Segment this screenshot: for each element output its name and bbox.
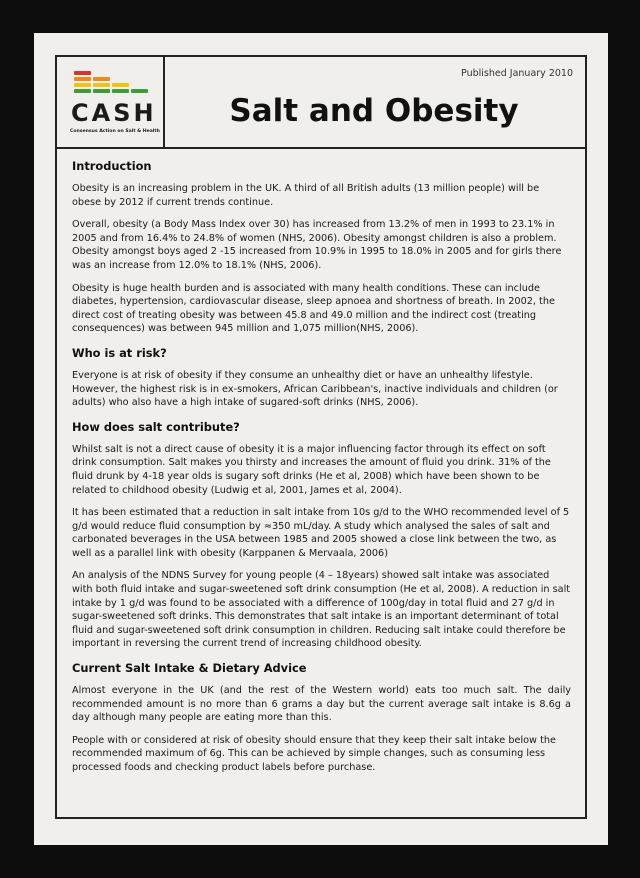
page-title: Salt and Obesity [229, 93, 519, 129]
paragraph: People with or considered at risk of obesity should ensure that they keep their salt intake below the recommended maximum of 6g. This can be achieved by simple changes, such as consuming less processed foods and checking product labels before purchase. [72, 734, 556, 773]
paragraph: Obesity is an increasing problem in the UK. A third of all British adults (13 million people) will be obese by 2012 if current trends continue. [72, 183, 540, 208]
logo-bar-green-3 [112, 89, 129, 93]
logo-bar-green-2 [93, 89, 110, 93]
logo-bar-red [74, 71, 91, 75]
paragraph: Everyone is at risk of obesity if they consume an unhealthy diet or have an unhealthy lifestyle. However, the highest risk is in ex-smokers, African Caribbean's, inactive individuals and children (or adults) who also have a high intake of sugared-soft drinks (NHS, 2006). [72, 369, 558, 409]
section-heading-current-salt-intake: Current Salt Intake & Dietary Advice [72, 661, 307, 676]
section-heading-how-does-salt-contribute: How does salt contribute? [72, 419, 240, 434]
logo-bar-yellow-3 [112, 83, 129, 87]
section-heading-who-is-at-risk: Who is at risk? [72, 345, 167, 360]
document-body [72, 159, 571, 784]
logo-bar-yellow-2 [93, 83, 110, 87]
logo-wordmark: CASH [71, 99, 157, 127]
paragraph: Overall, obesity (a Body Mass Index over 30) has increased from 13.2% of men in 1993 to 23.1% in 2005 and from 16.4% to 24.8% of women (NHS, 2006). Obesity amongst children is also a problem. Obesity amongst boys aged 2 -15 increased from 10.9% in 1995 to 18.0% in 2005 and for girls there was an increase from 12.0% to 18.1% (NHS, 2006). [72, 219, 562, 271]
paragraph: It has been estimated that a reduction in salt intake from 10s g/d to the WHO recommended level of 5 g/d would reduce fluid consumption by ≈350 mL/day. A study which analysed the sales of salt and carbonated beverages in the USA between 1985 and 2005 showed a close link between the two, as well as a parallel link with obesity (Karppanen & Mervaala, 2006) [72, 507, 570, 559]
paragraph: Almost everyone in the UK (and the rest of the Western world) eats too much salt. The daily recommended amount is no more than 6 grams a day but the current average salt intake is 8.6g a day although many people are eating more than this. [72, 685, 571, 724]
cash-logo [57, 57, 165, 149]
header-divider [57, 147, 585, 149]
document-frame [55, 55, 587, 819]
document-sheet [34, 33, 608, 845]
logo-bar-orange-2 [93, 77, 110, 81]
published-date: Published January 2010 [461, 68, 573, 79]
section-heading-introduction: Introduction [72, 159, 152, 173]
logo-bar-orange-1 [74, 77, 91, 81]
logo-bar-green-4 [131, 89, 148, 93]
paragraph: An analysis of the NDNS Survey for young people (4 – 18years) showed salt intake was associated with both fluid intake and sugar-sweetened soft drink consumption (He et al, 2008). A reduction in salt intake by 1 g/d was found to be associated with a difference of 100g/day in total fluid and 27 g/d in sugar-sweetened soft drinks. This demonstrates that salt intake is an important determinant of total fluid and sugar-sweetened soft drink consumption in children. Reducing salt intake could therefore be important in reversing the current trend of increasing childhood obesity. [72, 570, 571, 650]
logo-bar-yellow-1 [74, 83, 91, 87]
paragraph: Obesity is huge health burden and is associated with many health conditions. These can include diabetes, hypertension, cardiovascular disease, sleep apnoea and shortness of breath. In 2002, the direct cost of treating obesity was between 45.8 and 49.0 million and the indirect cost (treating consequences) was between 945 million and 1,075 million(NHS, 2006). [72, 282, 555, 335]
logo-bar-green-1 [74, 89, 91, 93]
paragraph: Whilst salt is not a direct cause of obesity it is a major influencing factor through its effect on soft drink consumption. Salt makes you thirsty and increases the amount of fluid you drink. 31% of the fluid drunk by 4-18 year olds is sugary soft drinks (He et al, 2008) which have been shown to be related to childhood obesity (Ludwig et al, 2001, James et al, 2004). [72, 443, 551, 496]
logo-subtitle: Consensus Action on Salt & Health [70, 129, 160, 134]
